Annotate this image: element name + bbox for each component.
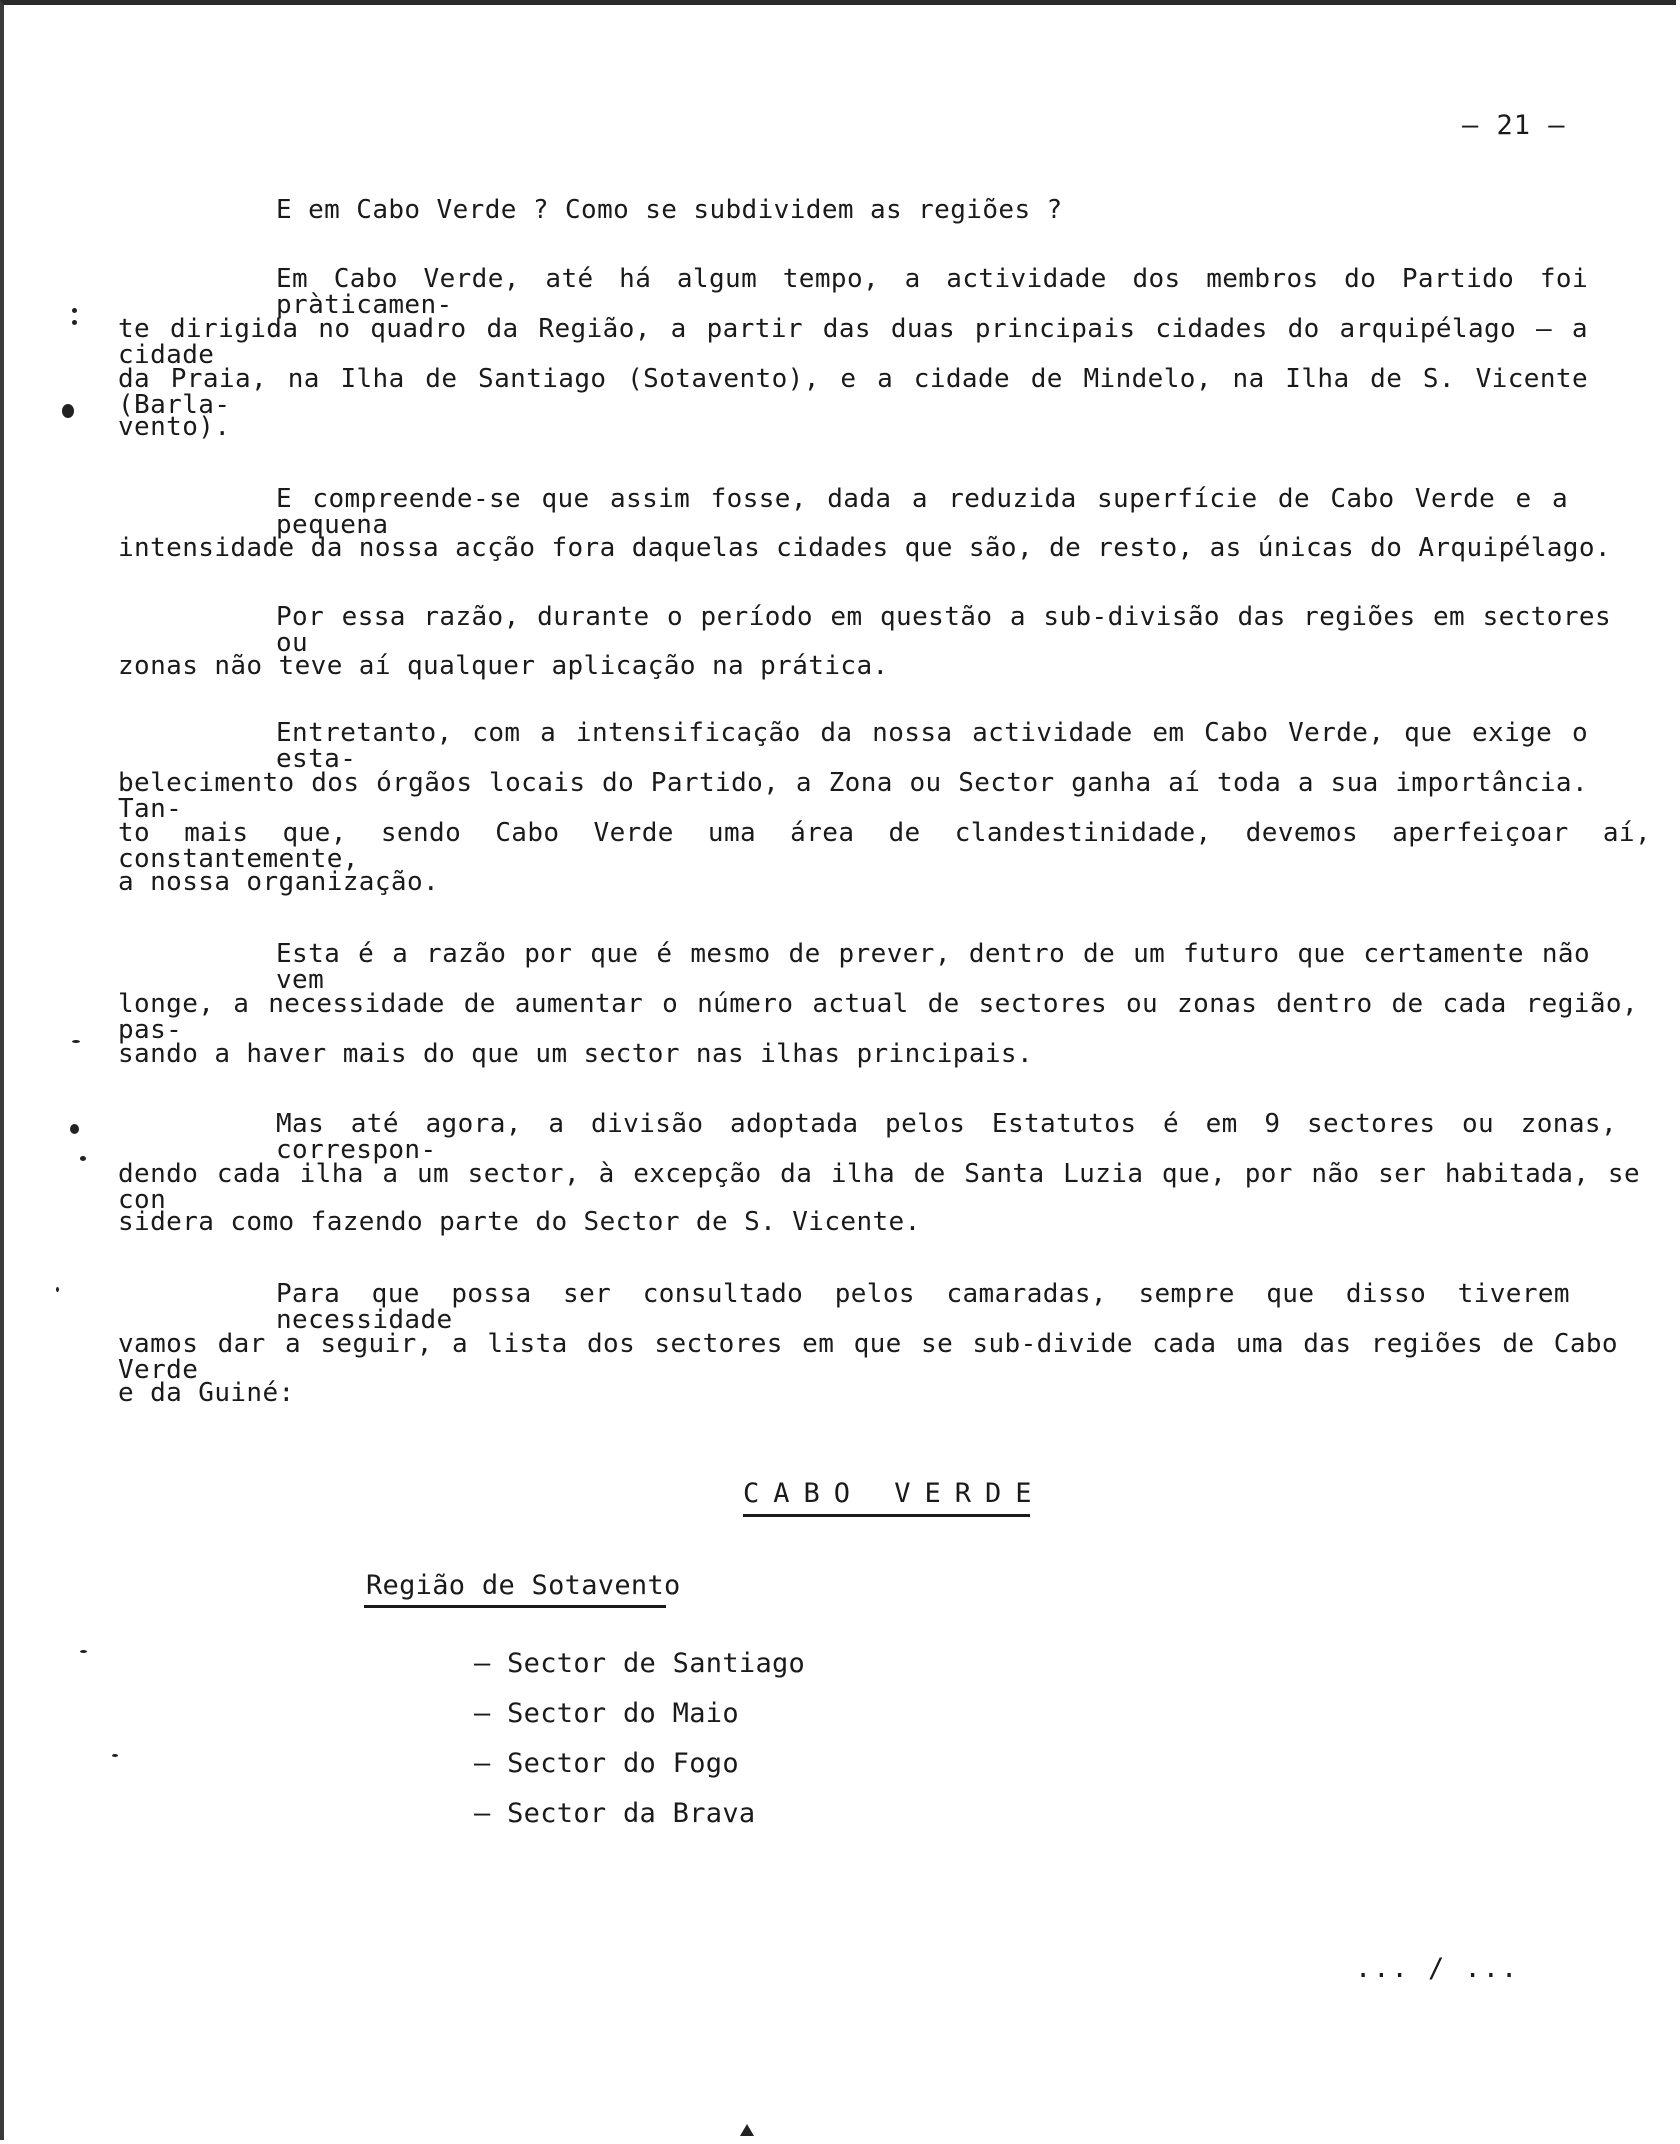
margin-speck	[80, 1156, 86, 1161]
margin-speck	[56, 1287, 59, 1292]
paragraph-line: Esta é a razão por que é mesmo de prever, dentro de um futuro que certamente não vem	[276, 939, 1590, 995]
list-item: – Sector de Santiago	[474, 1648, 806, 1679]
paragraph-line: zonas não teve aí qualquer aplicação na prática.	[118, 651, 889, 681]
continuation-mark: ... / ...	[1355, 1953, 1520, 1984]
margin-speck	[62, 404, 74, 418]
paragraph-line: longe, a necessidade de aumentar o número actual de sectores ou zonas dentro de cada região, pas-	[118, 989, 1638, 1045]
margin-speck	[112, 1754, 118, 1757]
paragraph-line: to mais que, sendo Cabo Verde uma área de clandestinidade, devemos aperfeiçoar aí, constantemente,	[118, 818, 1651, 874]
margin-speck	[72, 320, 77, 325]
paragraph-line: vamos dar a seguir, a lista dos sectores em que se sub-divide cada uma das regiões de Cabo Verde	[118, 1329, 1618, 1385]
paragraph-line: Mas até agora, a divisão adoptada pelos Estatutos é em 9 sectores ou zonas, correspon-	[276, 1109, 1617, 1165]
list-item: – Sector do Fogo	[474, 1748, 739, 1779]
paragraph-line: sando a haver mais do que um sector nas ilhas principais.	[118, 1039, 1034, 1069]
paragraph-line: belecimento dos órgãos locais do Partido, a Zona ou Sector ganha aí toda a sua importância. Tan-	[118, 768, 1588, 824]
list-item: – Sector da Brava	[474, 1798, 756, 1829]
bottom-edge-mark	[740, 2124, 754, 2136]
paragraph-line: te dirigida no quadro da Região, a partir das duas principais cidades do arquipélago – a cidade	[118, 314, 1588, 370]
paragraph-line: Por essa razão, durante o período em questão a sub-divisão das regiões em sectores ou	[276, 602, 1611, 658]
paragraph-line: sidera como fazendo parte do Sector de S. Vicente.	[118, 1207, 921, 1237]
paragraph-line: e da Guiné:	[118, 1378, 295, 1408]
margin-speck	[80, 1650, 87, 1653]
margin-speck	[72, 308, 77, 313]
region-heading-underline	[364, 1605, 666, 1608]
paragraph-line: E compreende-se que assim fosse, dada a reduzida superfície de Cabo Verde e a pequena	[276, 484, 1568, 540]
list-item: – Sector do Maio	[474, 1698, 739, 1729]
paragraph-line: Para que possa ser consultado pelos camaradas, sempre que disso tiverem necessidade	[276, 1279, 1570, 1335]
section-heading-underline	[743, 1514, 1030, 1517]
paragraph-line: a nossa organização.	[118, 867, 440, 897]
margin-speck	[72, 1040, 80, 1043]
page-number: – 21 –	[1462, 110, 1566, 141]
paragraph-line: dendo cada ilha a um sector, à excepção da ilha de Santa Luzia que, por não ser habitada, se con	[118, 1159, 1640, 1215]
paragraph-line: vento).	[118, 412, 231, 442]
paragraph-line: Em Cabo Verde, até há algum tempo, a actividade dos membros do Partido foi pràticamen-	[276, 264, 1588, 320]
paragraph-line: da Praia, na Ilha de Santiago (Sotavento), e a cidade de Mindelo, na Ilha de S. Vicente (Barla-	[118, 364, 1588, 420]
margin-speck	[70, 1124, 79, 1134]
region-heading: Região de Sotavento	[366, 1570, 681, 1601]
section-heading: CABO VERDE	[743, 1478, 1046, 1509]
question-line: E em Cabo Verde ? Como se subdividem as regiões ?	[276, 195, 1063, 225]
paragraph-line: Entretanto, com a intensificação da nossa actividade em Cabo Verde, que exige o esta-	[276, 718, 1588, 774]
paragraph-line: intensidade da nossa acção fora daquelas cidades que são, de resto, as únicas do Arquipélago.	[118, 533, 1611, 563]
